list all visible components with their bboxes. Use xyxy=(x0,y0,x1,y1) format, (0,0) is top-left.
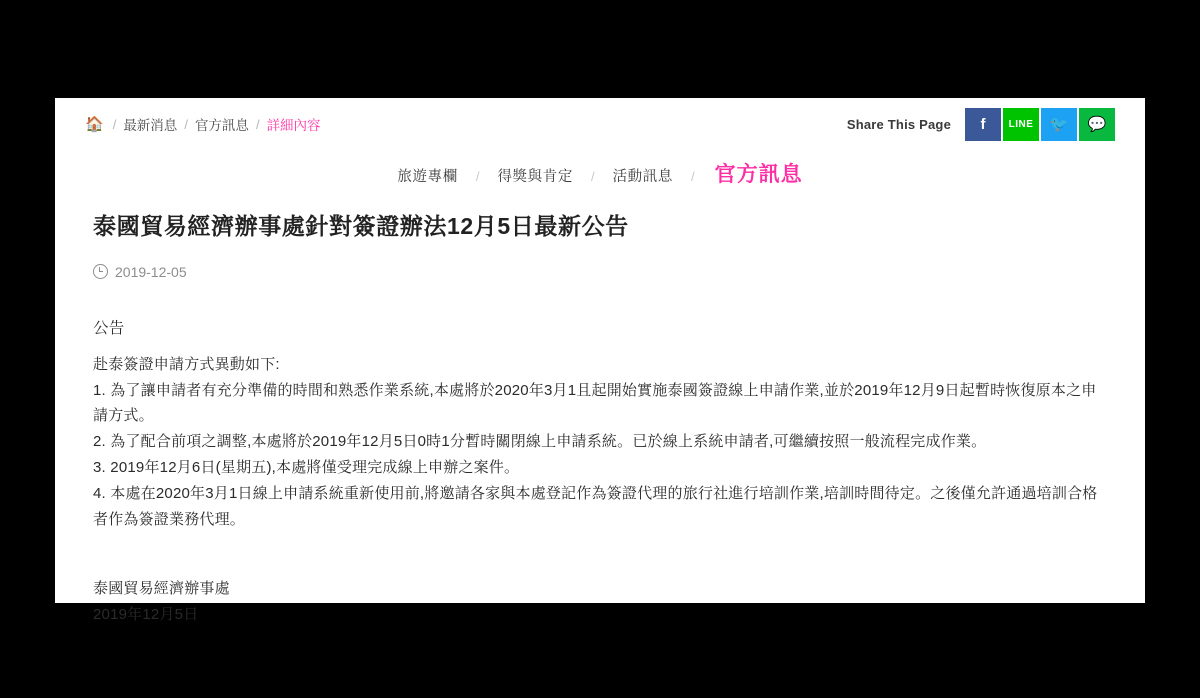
page-title: 泰國貿易經濟辦事處針對簽證辦法12月5日最新公告 xyxy=(93,213,629,239)
breadcrumb-separator: / xyxy=(184,116,188,132)
breadcrumb-item-detail[interactable]: 詳細內容 xyxy=(266,118,321,133)
announcement-item-3: 3. 2019年12月6日(星期五),本處將僅受理完成線上申辦之案件。 xyxy=(93,459,520,477)
announcement-item-2: 2. 為了配合前項之調整,本處將於2019年12月5日0時1分暫時關閉線上申請系統。已於線上系統申請者,可繼續按照一般流程完成作業。 xyxy=(93,433,987,451)
wechat-icon: 💬 xyxy=(1087,116,1107,133)
article xyxy=(55,194,1145,628)
twitter-share-button[interactable] xyxy=(1041,108,1077,141)
breadcrumb-item-latest-news[interactable]: 最新消息 xyxy=(123,118,178,133)
announcement-item-4: 4. 本處在2020年3月1日線上申請系統重新使用前,將邀請各家與本處登記作為簽證代理的旅行社進行培訓作業,培訓時間待定。之後僅允許通過培訓合格者作為簽證業務代理。 xyxy=(93,484,1098,528)
wechat-share-button[interactable] xyxy=(1079,108,1115,141)
category-tabs xyxy=(55,150,1145,194)
breadcrumb-item-official-news[interactable]: 官方訊息 xyxy=(194,118,249,133)
facebook-icon: f xyxy=(980,115,986,133)
tab-awards[interactable]: 得獎與肯定 xyxy=(497,169,573,185)
signature-organization: 泰國貿易經濟辦事處 xyxy=(93,580,230,598)
announcement-item-1: 1. 為了讓申請者有充分準備的時間和熟悉作業系統,本處將於2020年3月1且起開始實施泰國簽證線上申請作業,並於2019年12月9日起暫時恢復原本之申請方式。 xyxy=(93,381,1097,425)
publish-date-row xyxy=(93,264,1107,280)
breadcrumb-separator: / xyxy=(112,116,117,132)
page-container xyxy=(55,98,1145,624)
tab-separator: / xyxy=(690,169,695,184)
tab-separator: / xyxy=(590,169,595,184)
publish-date: 2019-12-05 xyxy=(115,263,187,280)
breadcrumb-separator: / xyxy=(255,116,260,132)
announcement-heading: 公告 xyxy=(93,319,125,337)
line-share-button[interactable] xyxy=(1003,108,1039,141)
signature-date: 2019年12月5日 xyxy=(93,606,199,624)
home-icon[interactable]: 🏠 xyxy=(85,115,104,133)
tab-official-news[interactable]: 官方訊息 xyxy=(714,163,803,186)
share-bar xyxy=(847,108,1115,141)
facebook-share-button[interactable] xyxy=(965,108,1001,141)
share-label: Share This Page xyxy=(846,116,951,132)
breadcrumb xyxy=(85,114,321,134)
tab-events[interactable]: 活動訊息 xyxy=(612,169,673,185)
tab-separator: / xyxy=(475,169,480,184)
announcement-intro: 赴泰簽證申請方式異動如下: xyxy=(93,355,280,373)
top-bar xyxy=(55,98,1145,150)
line-icon: LINE xyxy=(1008,118,1034,130)
signature-block xyxy=(93,576,1107,628)
announcement-body xyxy=(93,352,1107,533)
tab-travel-column[interactable]: 旅遊專欄 xyxy=(397,169,458,185)
twitter-icon: 🐦 xyxy=(1049,116,1069,133)
clock-icon xyxy=(93,264,108,279)
